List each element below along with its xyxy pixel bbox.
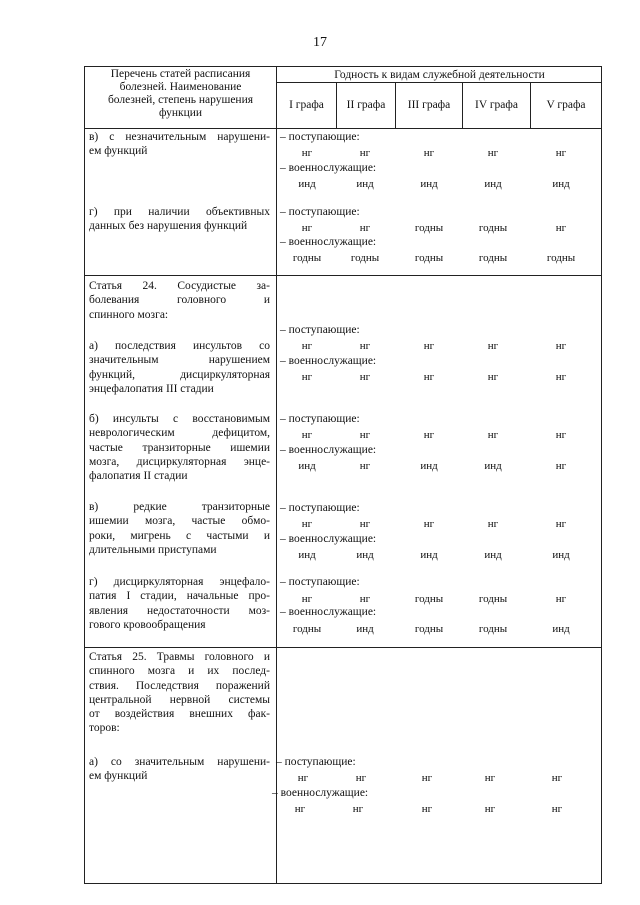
label-voennosluzhashchie: – военнослужащие: — [280, 533, 377, 545]
value-cell: нг — [297, 772, 309, 784]
label-postupayushchie: – поступающие: — [280, 324, 360, 336]
disease-item-text — [89, 339, 270, 396]
label-postupayushchie: – поступающие: — [280, 576, 360, 588]
header-grafa-1: I графа — [289, 99, 324, 111]
header-list-title — [86, 68, 275, 120]
header-grafa-5: V графа — [546, 99, 586, 111]
value-cell: нг — [555, 429, 567, 441]
text-line: Статья 24. Сосудистые за- — [89, 280, 270, 292]
text-line: роки, мигрень с частыми и — [89, 529, 270, 542]
value-cell: инд — [484, 460, 502, 472]
value-cell: инд — [356, 623, 374, 635]
value-cell: нг — [301, 429, 313, 441]
text-line: мозга, дисциркуляторная энце- — [89, 455, 270, 468]
text-line: от воздействия внешних фак- — [89, 708, 270, 721]
text-line: ем функций — [89, 145, 148, 158]
text-line: Статья 25. Травмы головного и — [89, 651, 270, 663]
value-cell: инд — [298, 549, 316, 561]
header-grafa-3: III графа — [407, 99, 451, 111]
value-cell: нг — [359, 460, 371, 472]
value-cell: инд — [552, 623, 570, 635]
disease-item-text — [89, 130, 270, 159]
header-group-title: Годность к видам служебной деятельности — [334, 69, 545, 81]
value-cell: нг — [555, 460, 567, 472]
text-line: спинного мозга: — [89, 308, 169, 321]
value-cell: нг — [359, 518, 371, 530]
value-cell: инд — [552, 178, 570, 190]
text-line: гового кровообращения — [89, 618, 206, 631]
value-cell: годны — [478, 593, 508, 605]
value-cell: инд — [298, 178, 316, 190]
text-line: данных без нарушения функций — [89, 220, 248, 233]
text-line: б) инсульты с восстановимым — [89, 413, 270, 425]
value-cell: нг — [294, 803, 306, 815]
value-cell: нг — [359, 222, 371, 234]
text-line: в) с незначительным нарушени- — [89, 131, 270, 143]
value-cell: инд — [484, 178, 502, 190]
value-cell: нг — [421, 803, 433, 815]
label-postupayushchie: – поступающие: — [280, 413, 360, 425]
label-voennosluzhashchie: – военнослужащие: — [280, 444, 377, 456]
value-cell: нг — [421, 772, 433, 784]
value-cell: нг — [555, 593, 567, 605]
value-cell: нг — [301, 371, 313, 383]
value-cell: нг — [551, 772, 563, 784]
value-cell: годны — [478, 222, 508, 234]
value-cell: нг — [555, 518, 567, 530]
label-postupayushchie: – поступающие: — [280, 131, 360, 143]
value-cell: инд — [356, 178, 374, 190]
value-cell: инд — [420, 178, 438, 190]
label-voennosluzhashchie: – военнослужащие: — [280, 606, 377, 618]
value-cell: нг — [359, 371, 371, 383]
value-cell: инд — [420, 549, 438, 561]
label-voennosluzhashchie: – военнослужащие: — [280, 162, 377, 174]
value-cell: нг — [301, 518, 313, 530]
text-line: ишемии мозга, частые обмо- — [89, 515, 270, 528]
header-list-title-line: функции — [158, 107, 203, 119]
text-line: г) при наличии объективных — [89, 206, 270, 218]
value-cell: инд — [298, 460, 316, 472]
text-line: спинного мозга и их послед- — [89, 665, 270, 678]
value-cell: нг — [487, 371, 499, 383]
value-cell: годны — [478, 623, 508, 635]
value-cell: годны — [546, 252, 576, 264]
value-cell: нг — [555, 147, 567, 159]
value-cell: годны — [414, 593, 444, 605]
label-voennosluzhashchie: – военнослужащие: — [272, 787, 369, 799]
header-grafa-2: II графа — [346, 99, 386, 111]
article-24-title — [89, 279, 270, 322]
text-line: торов: — [89, 722, 120, 735]
text-line: болевания головного и — [89, 294, 270, 307]
value-cell: нг — [359, 340, 371, 352]
value-cell: нг — [359, 429, 371, 441]
value-cell: нг — [484, 772, 496, 784]
value-cell: нг — [423, 147, 435, 159]
page-number: 17 — [313, 35, 327, 50]
disease-item-text — [89, 575, 270, 632]
value-cell: годны — [350, 252, 380, 264]
value-cell: нг — [551, 803, 563, 815]
value-cell: инд — [356, 549, 374, 561]
value-cell: нг — [487, 147, 499, 159]
text-line: фалопатия II стадии — [89, 470, 188, 483]
value-cell: нг — [352, 803, 364, 815]
disease-item-text — [89, 755, 270, 784]
disease-item-text — [89, 412, 270, 483]
text-line: а) последствия инсультов со — [89, 340, 270, 352]
text-line: явления недостаточности моз- — [89, 604, 270, 617]
value-cell: нг — [555, 340, 567, 352]
value-cell: инд — [552, 549, 570, 561]
disease-item-text — [89, 500, 270, 557]
value-cell: нг — [487, 429, 499, 441]
value-cell: нг — [423, 340, 435, 352]
value-cell: нг — [487, 518, 499, 530]
text-line: ствия. Последствия поражений — [89, 679, 270, 692]
text-line: а) со значительным нарушени- — [89, 756, 270, 768]
value-cell: нг — [423, 371, 435, 383]
value-cell: инд — [484, 549, 502, 561]
value-cell: нг — [359, 147, 371, 159]
value-cell: годны — [414, 222, 444, 234]
value-cell: годны — [292, 623, 322, 635]
value-cell: инд — [420, 460, 438, 472]
text-line: центральной нервной системы — [89, 693, 270, 706]
label-postupayushchie: – поступающие: — [280, 502, 360, 514]
header-list-title-line: болезней, степень нарушения — [107, 94, 254, 106]
value-cell: нг — [423, 518, 435, 530]
value-cell: нг — [301, 340, 313, 352]
value-cell: нг — [301, 147, 313, 159]
value-cell: годны — [292, 252, 322, 264]
value-cell: нг — [555, 371, 567, 383]
label-postupayushchie: – поступающие: — [276, 756, 356, 768]
value-cell: годны — [478, 252, 508, 264]
label-voennosluzhashchie: – военнослужащие: — [280, 355, 377, 367]
label-voennosluzhashchie: – военнослужащие: — [280, 236, 377, 248]
value-cell: нг — [555, 222, 567, 234]
text-line: патия I стадии, начальные про- — [89, 590, 270, 603]
article-25-title — [89, 650, 270, 736]
value-cell: нг — [359, 593, 371, 605]
text-line: частые транзиторные ишемии — [89, 441, 270, 454]
text-line: в) редкие транзиторные — [89, 501, 270, 513]
value-cell: нг — [423, 429, 435, 441]
value-cell: нг — [484, 803, 496, 815]
header-list-title-line: Перечень статей расписания — [110, 68, 251, 80]
text-line: г) дисциркуляторная энцефало- — [89, 576, 270, 588]
disease-item-text — [89, 205, 270, 234]
value-cell: нг — [355, 772, 367, 784]
value-cell: годны — [414, 623, 444, 635]
label-postupayushchie: – поступающие: — [280, 206, 360, 218]
text-line: длительными приступами — [89, 543, 217, 556]
text-line: неврологическим дефицитом, — [89, 427, 270, 440]
header-list-title-line: болезней. Наименование — [119, 81, 242, 93]
value-cell: нг — [301, 593, 313, 605]
text-line: энцефалопатия III стадии — [89, 382, 214, 395]
text-line: значительным нарушением — [89, 354, 270, 367]
text-line: ем функций — [89, 770, 148, 783]
value-cell: годны — [414, 252, 444, 264]
value-cell: нг — [487, 340, 499, 352]
header-grafa-4: IV графа — [475, 99, 518, 111]
value-cell: нг — [301, 222, 313, 234]
text-line: функций, дисциркуляторная — [89, 368, 270, 381]
